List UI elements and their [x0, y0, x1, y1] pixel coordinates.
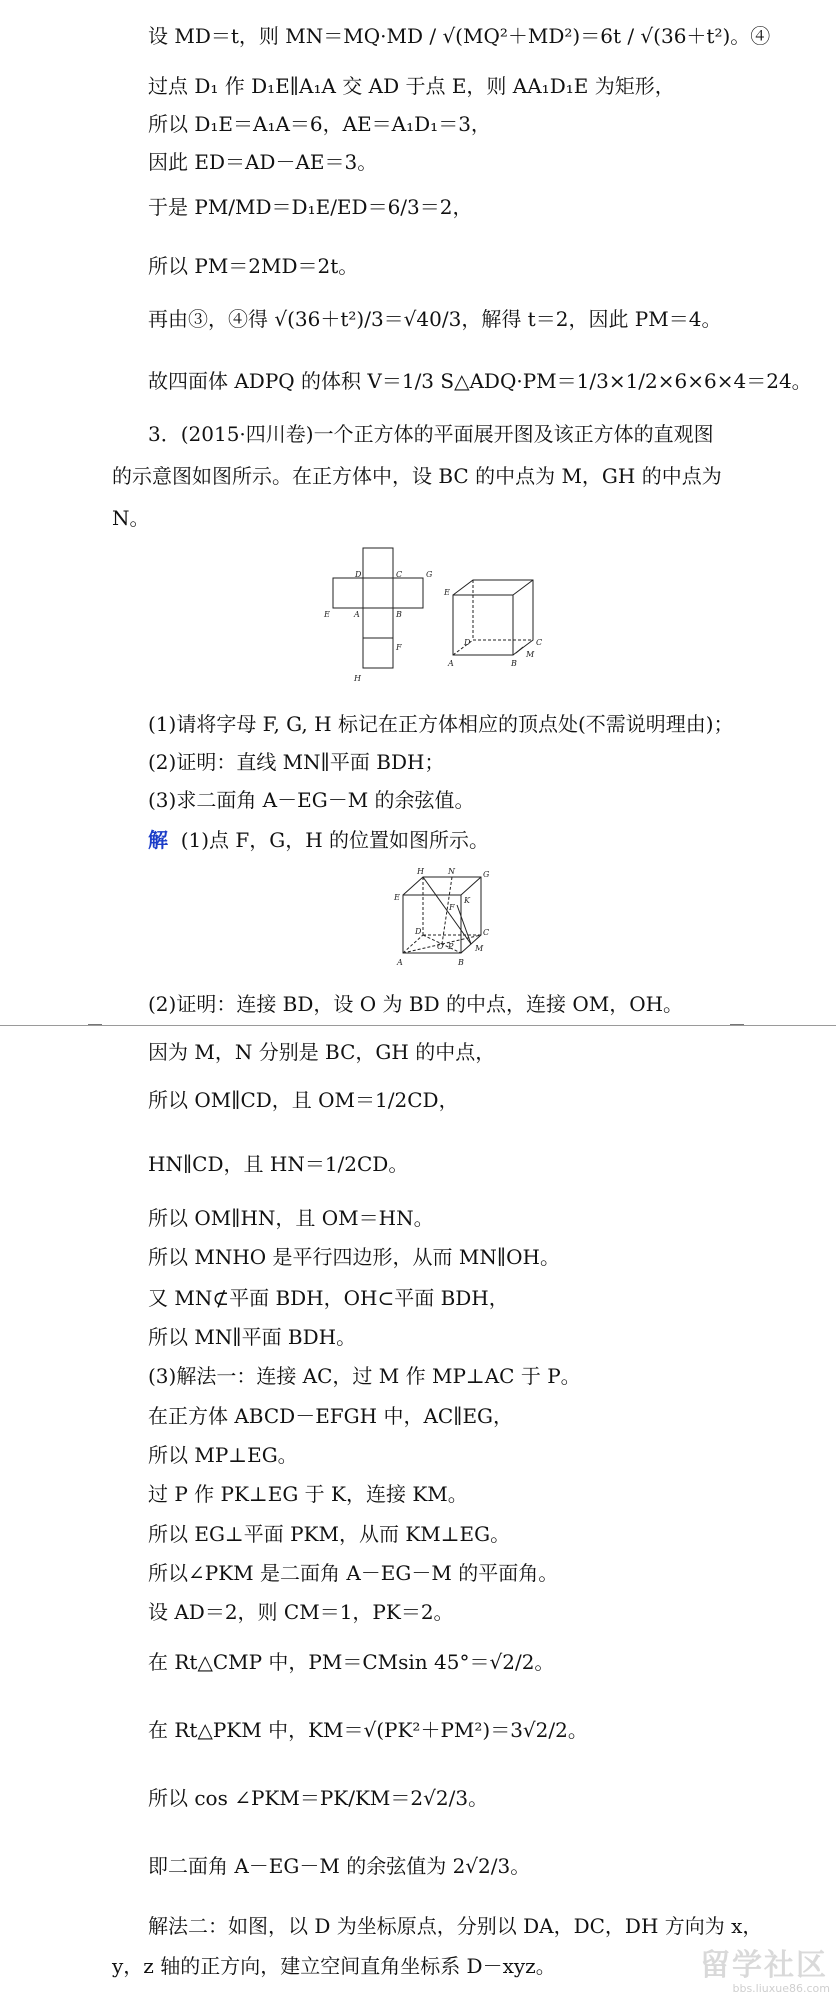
text-line: 在正方体 ABCD－EFGH 中，AC∥EG，	[148, 1404, 514, 1428]
page-corner-mark	[88, 1018, 102, 1025]
cube-label: G	[483, 870, 490, 879]
cube-net-and-cube-figure	[318, 545, 558, 685]
cube-label: M	[526, 650, 535, 659]
page-separator	[0, 1025, 836, 1026]
net-label: F	[396, 643, 402, 652]
text-line: 所以 PM＝2MD＝2t。	[148, 254, 359, 278]
text-line: 3．(2015·四川卷)一个正方体的平面展开图及该正方体的直观图	[148, 422, 714, 446]
cube-label: H	[417, 867, 424, 876]
text-line: 设 MD＝t，则 MN＝MQ·MD / √(MQ²＋MD²)＝6t / √(36＋t²)。④	[148, 24, 771, 48]
net-label: B	[396, 610, 402, 619]
watermark-url: bbs.liuxue86.com	[732, 1982, 830, 1995]
text-line: N。	[112, 506, 150, 530]
text-line: (3)求二面角 A－EG－M 的余弦值。	[148, 788, 475, 812]
cube-label: A	[397, 958, 403, 967]
text-line: (1)请将字母 F, G, H 标记在正方体相应的顶点处(不需说明理由)；	[148, 712, 734, 736]
net-label: H	[354, 674, 361, 683]
cube-label: N	[448, 867, 455, 876]
text-line: 所以 cos ∠PKM＝PK/KM＝2√2/3。	[148, 1786, 489, 1810]
text-line: 的示意图如图所示。在正方体中，设 BC 的中点为 M，GH 的中点为	[112, 464, 722, 488]
text-line: 设 AD＝2，则 CM＝1，PK＝2。	[148, 1600, 454, 1624]
text-line: 所以 OM∥HN，且 OM＝HN。	[148, 1206, 434, 1230]
cube-label: B	[511, 659, 517, 668]
watermark	[700, 1950, 830, 1994]
text-line: 又 MN⊄平面 BDH，OH⊂平面 BDH，	[148, 1286, 509, 1310]
text-line: 过点 D₁ 作 D₁E∥A₁A 交 AD 于点 E，则 AA₁D₁E 为矩形，	[148, 74, 675, 98]
cube-labeled-figure	[385, 865, 495, 980]
text-line: 在 Rt△CMP 中，PM＝CMsin 45°＝√2/2。	[148, 1650, 555, 1674]
cube-label: C	[483, 928, 490, 937]
cube-label: D	[415, 927, 422, 936]
net-label: A	[354, 610, 360, 619]
text-line: (3)解法一：连接 AC，过 M 作 MP⊥AC 于 P。	[148, 1364, 581, 1388]
text-line: 因此 ED＝AD－AE＝3。	[148, 150, 378, 174]
cube-label: E	[444, 588, 450, 597]
cube-label: B	[458, 958, 464, 967]
solution-label: 解	[148, 828, 168, 852]
net-label: E	[324, 610, 330, 619]
net-label: C	[396, 570, 403, 579]
text-line: 再由③，④得 √(36＋t²)/3＝√40/3，解得 t＝2，因此 PM＝4。	[148, 307, 722, 331]
cube-label: P	[448, 942, 454, 951]
text-line: 所以 MP⊥EG。	[148, 1443, 298, 1467]
cube-label: C	[536, 638, 543, 647]
page-corner-mark	[730, 1018, 744, 1025]
text-line: 所以 D₁E＝A₁A＝6，AE＝A₁D₁＝3，	[148, 112, 491, 136]
text-line	[148, 826, 489, 854]
text-line: y，z 轴的正方向，建立空间直角坐标系 D－xyz。	[112, 1954, 556, 1978]
text-line: 于是 PM/MD＝D₁E/ED＝6/3＝2，	[148, 195, 473, 219]
text-line-content: (1)点 F，G，H 的位置如图所示。	[180, 828, 490, 852]
net-label: D	[355, 570, 362, 579]
text-line: 所以 EG⊥平面 PKM，从而 KM⊥EG。	[148, 1522, 511, 1546]
cube-label: F	[449, 903, 455, 912]
text-line: 即二面角 A－EG－M 的余弦值为 2√2/3。	[148, 1854, 531, 1878]
cube-label: K	[464, 896, 470, 905]
cube-label: E	[394, 893, 400, 902]
text-line: 过 P 作 PK⊥EG 于 K，连接 KM。	[148, 1482, 468, 1506]
text-line: 所以 MNHO 是平行四边形，从而 MN∥OH。	[148, 1245, 560, 1269]
text-line: 因为 M，N 分别是 BC，GH 的中点，	[148, 1040, 496, 1064]
net-label: G	[426, 570, 433, 579]
text-line: 所以∠PKM 是二面角 A－EG－M 的平面角。	[148, 1561, 559, 1585]
text-line: 在 Rt△PKM 中，KM＝√(PK²＋PM²)＝3√2/2。	[148, 1718, 588, 1742]
cube-label: D	[464, 638, 471, 647]
text-line: 所以 MN∥平面 BDH。	[148, 1325, 357, 1349]
text-line: 故四面体 ADPQ 的体积 V＝1/3 S△ADQ·PM＝1/3×1/2×6×6×4＝24。	[148, 369, 812, 393]
cube-label: M	[475, 944, 484, 953]
text-line: 解法二：如图，以 D 为坐标原点，分别以 DA，DC，DH 方向为 x，	[148, 1914, 763, 1938]
text-line: HN∥CD，且 HN＝1/2CD。	[148, 1152, 409, 1176]
cube-label: A	[448, 659, 454, 668]
text-line: (2)证明：连接 BD，设 O 为 BD 的中点，连接 OM，OH。	[148, 992, 684, 1016]
text-line: 所以 OM∥CD，且 OM＝1/2CD，	[148, 1088, 459, 1112]
text-line: (2)证明：直线 MN∥平面 BDH；	[148, 750, 445, 774]
cube-label: O	[437, 942, 444, 951]
watermark-logo-text: 留学社区	[700, 1948, 828, 1983]
